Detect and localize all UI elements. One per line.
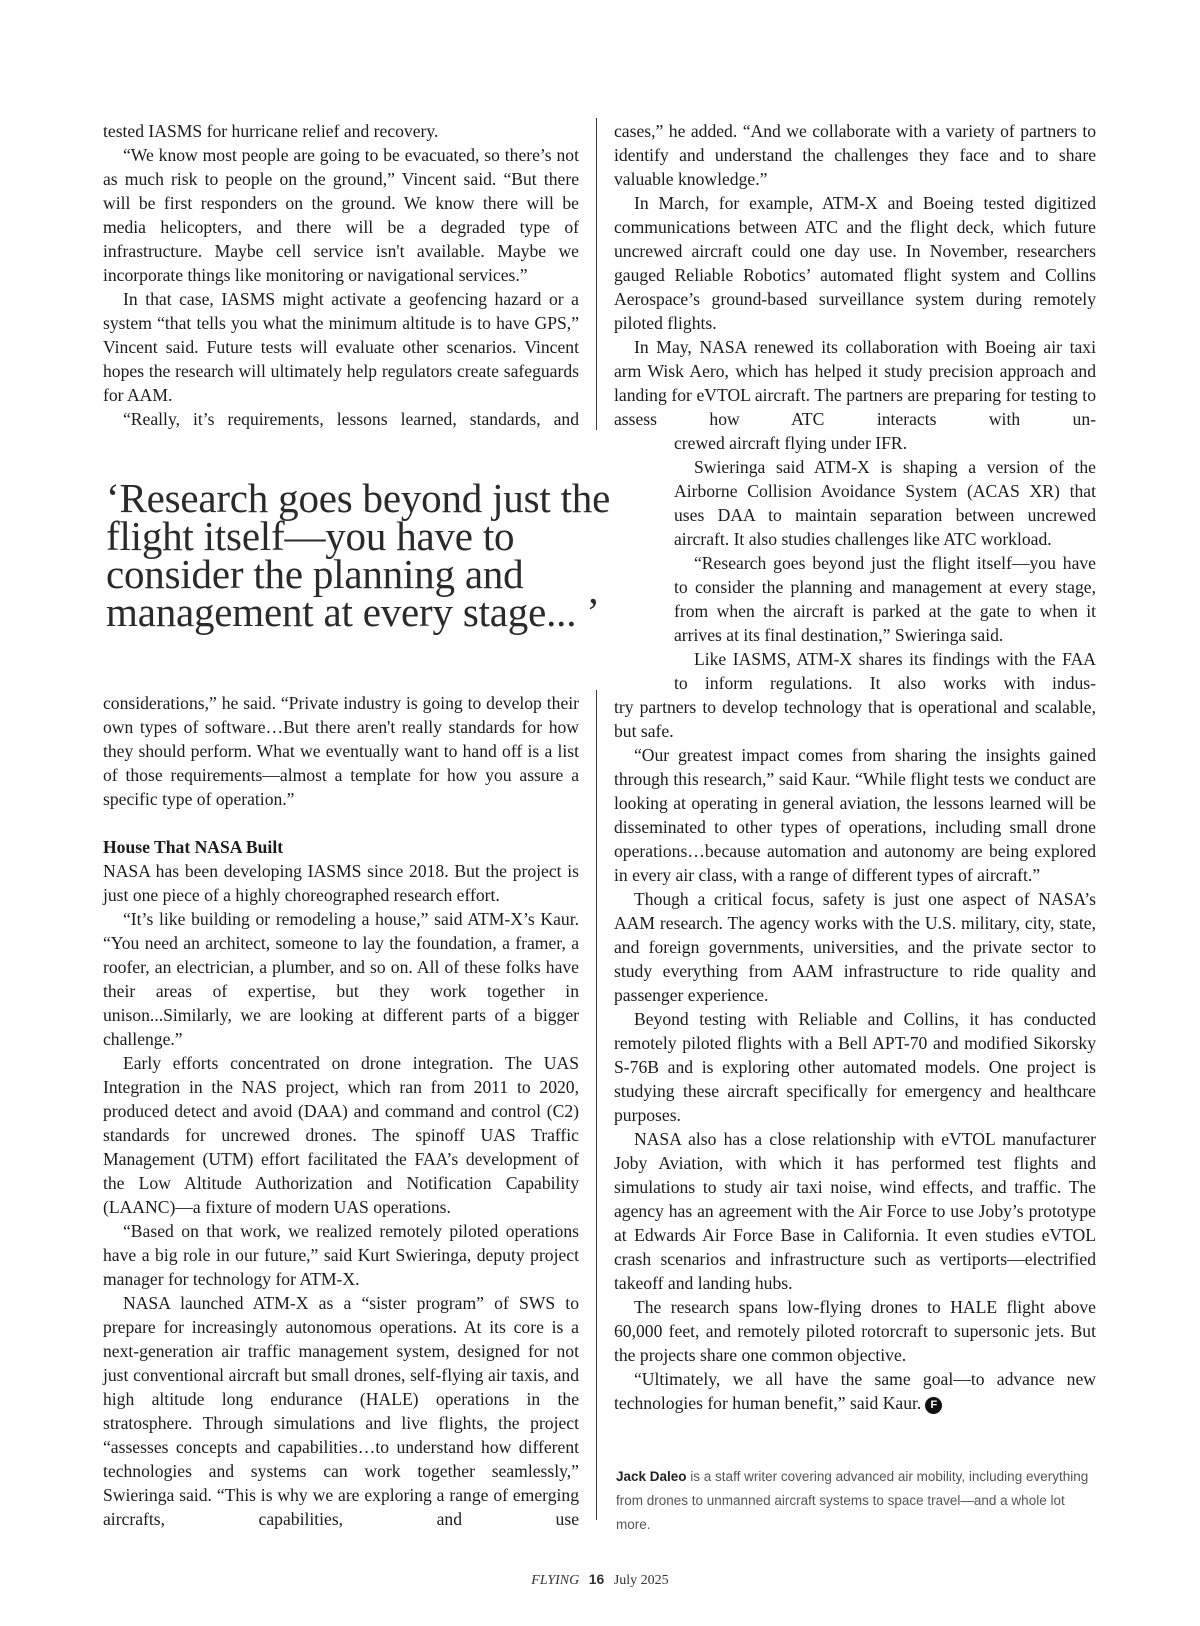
paragraph: tested IASMS for hurricane relief and recovery.	[103, 121, 439, 141]
paragraph: “Really, it’s requirements, lessons learned, standards, and	[123, 409, 579, 429]
page-number: 16	[588, 1571, 605, 1587]
column-divider-bottom	[596, 690, 597, 1520]
paragraph: “Research goes beyond just the flight itself—you have to consider the planning and management at every stage, from when the aircraft is parked at the gate to when it arrives at its final destination,” Swieringa said.	[674, 553, 1096, 645]
paragraph: cases,” he added. “And we collaborate with a variety of partners to identify and understand the challenges they face and to share valuable knowledge.”	[614, 121, 1096, 189]
paragraph: In March, for example, ATM-X and Boeing tested digitized communications between ATC and the flight deck, which future uncrewed aircraft could one day use. In November, researchers gauged Reliable Robotics’ automated flight system and Collins Aerospace’s ground-based surveillance system during remotely piloted flights.	[614, 193, 1096, 333]
paragraph: Though a critical focus, safety is just one aspect of NASA’s AAM research. The agency works with the U.S. military, city, state, and foreign governments, universities, and the private sector to study everything from AAM infrastructure to ride quality and passenger experience.	[614, 889, 1096, 1005]
column-2-top	[614, 119, 1096, 431]
paragraph: Beyond testing with Reliable and Collins, it has conducted remotely piloted flights with a Bell APT-70 and modified Sikorsky S-76B and is exploring other automated models. One project is studying these aircraft specifically for emergency and healthcare purposes.	[614, 1009, 1096, 1125]
author-bio	[616, 1465, 1096, 1537]
end-mark-icon: F	[925, 1397, 942, 1414]
paragraph: Early efforts concentrated on drone integration. The UAS Integration in the NAS project, which ran from 2011 to 2020, produced detect and avoid (DAA) and command and control (C2) standards for uncrewed drones. The spinoff UAS Traffic Management (UTM) effort facilitated the FAA’s development of the Low Altitude Authorization and Notification Capability (LAANC)—a fixture of modern UAS operations.	[103, 1053, 579, 1217]
paragraph: try partners to develop technology that is operational and scalable, but safe.	[614, 697, 1096, 741]
pull-quote: ‘Research goes beyond just the flight itself—you have to consider the planning and management at every stage... ’	[106, 475, 611, 635]
paragraph: NASA also has a close relationship with eVTOL manufacturer Joby Aviation, with which it has performed test flights and simulations to study air taxi noise, wind effects, and traffic. The agency has an agreement with the Air Force to use Joby’s prototype at Edwards Air Force Base in California. It even studies eVTOL crash scenarios and infrastructure such as vertiports—electrified takeoff and landing hubs.	[614, 1129, 1096, 1293]
column-divider-top	[596, 118, 597, 430]
author-name: Jack Daleo	[616, 1469, 687, 1484]
paragraph: In that case, IASMS might activate a geofencing hazard or a system “that tells you what the minimum altitude is to have GPS,” Vincent said. Future tests will evaluate other scenarios. Vincent hopes the research will ultimately help regulators create safeguards for AAM.	[103, 289, 579, 405]
column-2-bottom	[614, 695, 1096, 1415]
paragraph: The research spans low-flying drones to HALE flight above 60,000 feet, and remotely piloted rotorcraft to supersonic jets. But the projects share one common objective.	[614, 1297, 1096, 1365]
section-heading: House That NASA Built	[103, 837, 284, 857]
paragraph: In May, NASA renewed its collaboration with Boeing air taxi arm Wisk Aero, which has helped it study precision approach and landing for eVTOL aircraft. The partners are preparing for testing to assess how ATC interacts with un-	[614, 337, 1096, 429]
closing-quote-text: “Ultimately, we all have the same goal—to advance new technologies for human benefit,” said Kaur.	[614, 1369, 1096, 1413]
paragraph: “Our greatest impact comes from sharing the insights gained through this research,” said Kaur. “While flight tests we conduct are looking at operating in general aviation, the lessons learned will be disseminated to other types of operations, including small drone operations…because automation and autonomy are being explored in every air class, with a range of different types of aircraft.”	[614, 745, 1096, 885]
author-bio-text: is a staff writer covering advanced air mobility, including everything from drones to unmanned aircraft systems to space travel—and a whole lot more.	[616, 1469, 1089, 1532]
issue-date: July 2025	[613, 1573, 669, 1588]
column-1-bottom	[103, 691, 579, 1531]
paragraph: “We know most people are going to be evacuated, so there’s not as much risk to people on the ground,” Vincent said. “But there will be first responders on the ground. We know there will be media helicopters, and there will be a degraded type of infrastructure. Maybe cell service isn't available. Maybe we incorporate things like monitoring or navigational services.”	[103, 145, 579, 285]
paragraph: NASA launched ATM-X as a “sister program” of SWS to prepare for increasingly autonomous operations. At its core is a next-generation air traffic management system, designed for not just conventional aircraft but small drones, self-flying air taxis, and high altitude long endurance (HALE) operations in the stratosphere. Through simulations and live flights, the project “assesses concepts and capabilities…to understand how different technologies and systems can work together seamlessly,” Swieringa said. “This is why we are exploring a range of emerging aircrafts, capabilities, and use	[103, 1293, 579, 1529]
paragraph: Like IASMS, ATM-X shares its findings with the FAA to inform regulations. It also works with indus-	[674, 649, 1096, 693]
paragraph: NASA has been developing IASMS since 2018. But the project is just one piece of a highly choreographed research effort.	[103, 861, 579, 905]
paragraph: “It’s like building or remodeling a house,” said ATM-X’s Kaur. “You need an architect, someone to lay the foundation, a framer, a roofer, an electrician, a plumber, and so on. All of these folks have their areas of expertise, but they work together in unison...Similarly, we are looking at different parts of a bigger challenge.”	[103, 909, 579, 1049]
page-footer	[0, 1571, 1200, 1589]
magazine-name: FLYING	[531, 1573, 580, 1588]
paragraph: Swieringa said ATM-X is shaping a version of the Airborne Collision Avoidance System (ACAS XR) that uses DAA to maintain separation between uncrewed aircraft. It also studies challenges like ATC workload.	[674, 457, 1096, 549]
paragraph	[614, 1367, 1096, 1415]
column-2-narrow	[674, 431, 1096, 695]
paragraph: crewed aircraft flying under IFR.	[674, 433, 908, 453]
paragraph: considerations,” he said. “Private industry is going to develop their own types of software…But there aren't really standards for how they should perform. What we eventually want to hand off is a list of those requirements—almost a template for how you assure a specific type of operation.”	[103, 693, 579, 809]
paragraph: “Based on that work, we realized remotely piloted operations have a big role in our future,” said Kurt Swieringa, deputy project manager for technology for ATM-X.	[103, 1221, 579, 1289]
column-1-top	[103, 119, 579, 431]
